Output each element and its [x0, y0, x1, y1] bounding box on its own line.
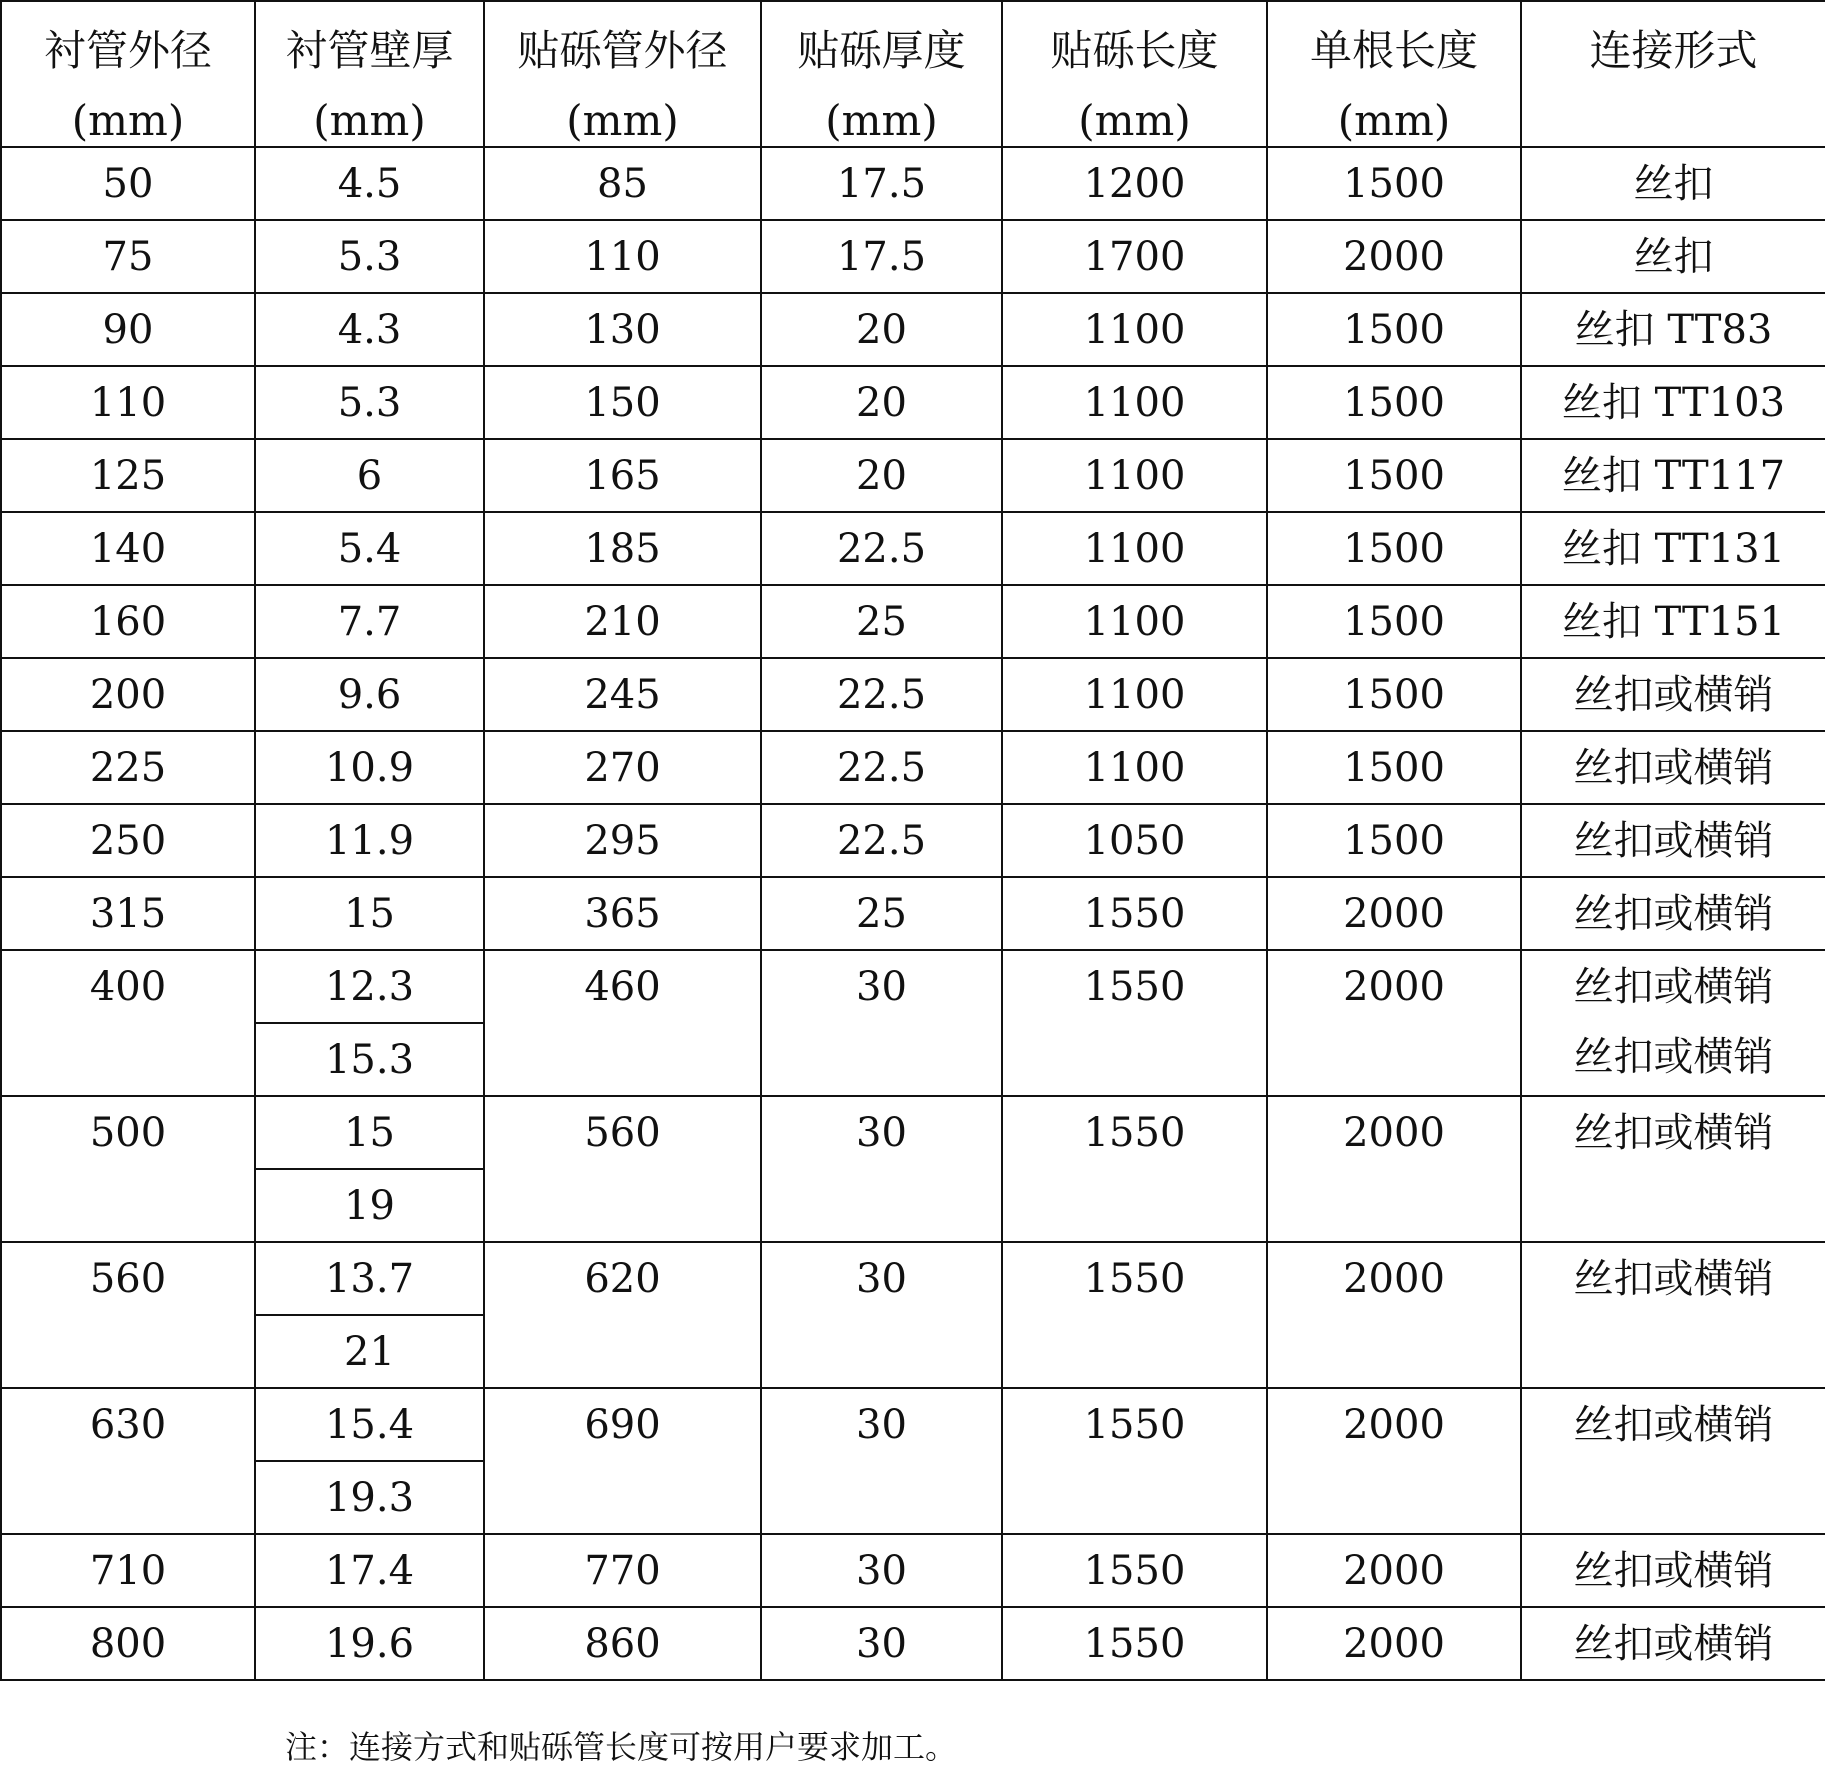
- cell-connection-type: [1521, 950, 1825, 1096]
- cell-gravel-thickness: 22.5: [761, 658, 1002, 731]
- cell-single-length: 1500: [1267, 439, 1521, 512]
- table-row: [1, 585, 1825, 658]
- connection-type-text: 丝扣: [1633, 233, 1714, 280]
- column-header-unit: (mm): [1337, 96, 1451, 145]
- cell-gravel-pipe-od: 85: [484, 147, 761, 220]
- connection-type-text: 丝扣或横销: [1573, 817, 1774, 864]
- cell-gravel-length: 1550: [1002, 1242, 1267, 1388]
- cell-liner-od: 315: [1, 877, 255, 950]
- cell-gravel-thickness: 30: [761, 1534, 1002, 1607]
- cell-gravel-thickness: 20: [761, 439, 1002, 512]
- cell-liner-od: 500: [1, 1096, 255, 1242]
- cell-gravel-length: 1100: [1002, 512, 1267, 585]
- cell-liner-wall: 10.9: [255, 731, 484, 804]
- cell-connection-type: [1521, 585, 1825, 658]
- column-header-gravel-length: [1002, 1, 1267, 147]
- cell-gravel-thickness: 22.5: [761, 804, 1002, 877]
- cell-single-length: 2000: [1267, 1388, 1521, 1534]
- table-header: [1, 1, 1825, 147]
- cell-gravel-pipe-od: 860: [484, 1607, 761, 1680]
- cell-connection-type: [1521, 1242, 1825, 1388]
- cell-connection-type: [1521, 1388, 1825, 1534]
- cell-gravel-length: 1050: [1002, 804, 1267, 877]
- cell-liner-wall: 19: [255, 1169, 484, 1242]
- column-header-title: 连接形式: [1589, 26, 1758, 75]
- cell-liner-wall: 19.6: [255, 1607, 484, 1680]
- connection-type-text: 丝扣或横销: [1573, 1110, 1774, 1156]
- cell-gravel-thickness: 22.5: [761, 731, 1002, 804]
- column-header-liner-od: [1, 1, 255, 147]
- cell-liner-wall: 4.3: [255, 293, 484, 366]
- cell-liner-wall: 4.5: [255, 147, 484, 220]
- cell-gravel-thickness: 30: [761, 1096, 1002, 1242]
- column-header-unit: (mm): [313, 96, 426, 145]
- cell-liner-od: 110: [1, 366, 255, 439]
- cell-liner-wall: 9.6: [255, 658, 484, 731]
- connection-type-text: 丝扣或横销: [1573, 1402, 1774, 1448]
- cell-liner-od: 125: [1, 439, 255, 512]
- cell-gravel-length: 1550: [1002, 950, 1267, 1096]
- column-header-connection-type: [1521, 1, 1825, 147]
- connection-type-text: 丝扣 TT151: [1561, 598, 1786, 645]
- cell-gravel-length: 1100: [1002, 293, 1267, 366]
- cell-connection-type: [1521, 804, 1825, 877]
- cell-gravel-pipe-od: 210: [484, 585, 761, 658]
- cell-connection-type: [1521, 1534, 1825, 1607]
- connection-type-text: 丝扣或横销: [1573, 1620, 1774, 1667]
- connection-type-text: 丝扣或横销: [1573, 1034, 1774, 1080]
- table-row: [1, 366, 1825, 439]
- cell-gravel-pipe-od: 245: [484, 658, 761, 731]
- column-header-unit: (mm): [566, 96, 679, 145]
- connection-type-text: 丝扣 TT131: [1561, 525, 1786, 572]
- cell-gravel-length: 1100: [1002, 731, 1267, 804]
- cell-single-length: 2000: [1267, 1534, 1521, 1607]
- cell-gravel-thickness: 25: [761, 585, 1002, 658]
- cell-single-length: 1500: [1267, 293, 1521, 366]
- cell-gravel-thickness: 30: [761, 950, 1002, 1096]
- cell-liner-od: 90: [1, 293, 255, 366]
- table-row: [1, 731, 1825, 804]
- cell-gravel-pipe-od: 185: [484, 512, 761, 585]
- connection-type-text: 丝扣 TT117: [1561, 452, 1786, 499]
- cell-connection-type: [1521, 877, 1825, 950]
- cell-gravel-length: 1700: [1002, 220, 1267, 293]
- table-row: [1, 1534, 1825, 1607]
- cell-liner-wall: 5.4: [255, 512, 484, 585]
- cell-liner-od: 75: [1, 220, 255, 293]
- cell-single-length: 1500: [1267, 731, 1521, 804]
- column-header-title: 贴砾长度: [1050, 26, 1219, 75]
- cell-liner-od: 200: [1, 658, 255, 731]
- connection-type-text: 丝扣或横销: [1573, 964, 1774, 1010]
- cell-liner-wall: 17.4: [255, 1534, 484, 1607]
- cell-gravel-thickness: 20: [761, 366, 1002, 439]
- cell-connection-type: [1521, 147, 1825, 220]
- cell-liner-od: 400: [1, 950, 255, 1096]
- table-body: [1, 147, 1825, 1680]
- cell-liner-od: 50: [1, 147, 255, 220]
- cell-gravel-pipe-od: 770: [484, 1534, 761, 1607]
- column-header-unit: (mm): [71, 96, 185, 145]
- cell-single-length: 1500: [1267, 147, 1521, 220]
- cell-single-length: 1500: [1267, 658, 1521, 731]
- cell-gravel-pipe-od: 560: [484, 1096, 761, 1242]
- table-row: [1, 220, 1825, 293]
- cell-liner-od: 800: [1, 1607, 255, 1680]
- cell-liner-od: 140: [1, 512, 255, 585]
- column-header-unit: (mm): [1078, 96, 1191, 145]
- cell-liner-wall: 11.9: [255, 804, 484, 877]
- cell-connection-type: [1521, 293, 1825, 366]
- cell-gravel-length: 1550: [1002, 1534, 1267, 1607]
- connection-type-text: 丝扣: [1633, 160, 1714, 207]
- cell-single-length: 1500: [1267, 366, 1521, 439]
- cell-single-length: 2000: [1267, 950, 1521, 1096]
- cell-liner-od: 160: [1, 585, 255, 658]
- connection-type-text: 丝扣 TT103: [1561, 379, 1786, 426]
- cell-gravel-pipe-od: 110: [484, 220, 761, 293]
- connection-type-text: 丝扣或横销: [1573, 671, 1774, 718]
- cell-liner-wall: 6: [255, 439, 484, 512]
- cell-gravel-length: 1200: [1002, 147, 1267, 220]
- cell-liner-wall: 5.3: [255, 366, 484, 439]
- cell-single-length: 2000: [1267, 1242, 1521, 1388]
- connection-type-text: 丝扣或横销: [1573, 1256, 1774, 1302]
- cell-liner-wall: 15: [255, 1096, 484, 1169]
- cell-gravel-thickness: 25: [761, 877, 1002, 950]
- cell-liner-od: 225: [1, 731, 255, 804]
- cell-single-length: 1500: [1267, 585, 1521, 658]
- cell-gravel-thickness: 30: [761, 1607, 1002, 1680]
- table-row: [1, 293, 1825, 366]
- table-row: [1, 1388, 1825, 1461]
- cell-liner-od: 630: [1, 1388, 255, 1534]
- cell-gravel-pipe-od: 460: [484, 950, 761, 1096]
- cell-single-length: 2000: [1267, 877, 1521, 950]
- cell-gravel-thickness: 20: [761, 293, 1002, 366]
- cell-gravel-thickness: 30: [761, 1242, 1002, 1388]
- table-row: [1, 1096, 1825, 1169]
- cell-liner-wall: 19.3: [255, 1461, 484, 1534]
- cell-gravel-length: 1100: [1002, 585, 1267, 658]
- cell-gravel-length: 1550: [1002, 1096, 1267, 1242]
- table-row: [1, 658, 1825, 731]
- cell-gravel-pipe-od: 295: [484, 804, 761, 877]
- cell-connection-type: [1521, 512, 1825, 585]
- cell-single-length: 1500: [1267, 512, 1521, 585]
- cell-gravel-pipe-od: 165: [484, 439, 761, 512]
- column-header-title: 衬管外径: [43, 26, 212, 75]
- cell-gravel-pipe-od: 620: [484, 1242, 761, 1388]
- cell-gravel-pipe-od: 150: [484, 366, 761, 439]
- header-row: [1, 1, 1825, 147]
- table-row: [1, 147, 1825, 220]
- column-header-liner-wall: [255, 1, 484, 147]
- cell-liner-od: 710: [1, 1534, 255, 1607]
- cell-liner-wall: 5.3: [255, 220, 484, 293]
- connection-type-text: 丝扣 TT83: [1574, 306, 1773, 353]
- cell-single-length: 2000: [1267, 220, 1521, 293]
- table-row: [1, 512, 1825, 585]
- cell-liner-od: 250: [1, 804, 255, 877]
- cell-liner-wall: 21: [255, 1315, 484, 1388]
- cell-gravel-length: 1550: [1002, 1607, 1267, 1680]
- cell-gravel-thickness: 30: [761, 1388, 1002, 1534]
- cell-connection-type: [1521, 366, 1825, 439]
- cell-liner-wall: 15: [255, 877, 484, 950]
- cell-gravel-length: 1100: [1002, 439, 1267, 512]
- table-row: [1, 1607, 1825, 1680]
- footnote: 注：连接方式和贴砾管长度可按用户要求加工。: [285, 1728, 958, 1766]
- cell-connection-type: [1521, 439, 1825, 512]
- cell-single-length: 2000: [1267, 1096, 1521, 1242]
- cell-liner-wall: 15.3: [255, 1023, 484, 1096]
- cell-gravel-pipe-od: 365: [484, 877, 761, 950]
- cell-single-length: 1500: [1267, 804, 1521, 877]
- cell-connection-type: [1521, 731, 1825, 804]
- column-header-unit: (mm): [825, 96, 938, 145]
- cell-connection-type: [1521, 1607, 1825, 1680]
- cell-liner-wall: 12.3: [255, 950, 484, 1023]
- cell-connection-type: [1521, 220, 1825, 293]
- column-header-single-length: [1267, 1, 1521, 147]
- table-row: [1, 1242, 1825, 1315]
- cell-gravel-thickness: 22.5: [761, 512, 1002, 585]
- cell-gravel-length: 1100: [1002, 366, 1267, 439]
- cell-liner-wall: 13.7: [255, 1242, 484, 1315]
- cell-gravel-pipe-od: 270: [484, 731, 761, 804]
- cell-gravel-pipe-od: 130: [484, 293, 761, 366]
- column-header-gravel-pipe-od: [484, 1, 761, 147]
- column-header-title: 贴砾厚度: [797, 26, 966, 75]
- connection-type-text: 丝扣或横销: [1573, 744, 1774, 791]
- table-row: [1, 877, 1825, 950]
- cell-gravel-length: 1100: [1002, 658, 1267, 731]
- column-header-title: 衬管壁厚: [285, 26, 454, 75]
- table-row: [1, 804, 1825, 877]
- cell-gravel-pipe-od: 690: [484, 1388, 761, 1534]
- table-row: [1, 439, 1825, 512]
- cell-single-length: 2000: [1267, 1607, 1521, 1680]
- cell-connection-type: [1521, 658, 1825, 731]
- cell-gravel-length: 1550: [1002, 1388, 1267, 1534]
- cell-liner-wall: 15.4: [255, 1388, 484, 1461]
- column-header-gravel-thickness: [761, 1, 1002, 147]
- connection-type-text: 丝扣或横销: [1573, 890, 1774, 937]
- cell-connection-type: [1521, 1096, 1825, 1242]
- cell-gravel-thickness: 17.5: [761, 220, 1002, 293]
- table-row: [1, 950, 1825, 1023]
- column-header-title: 单根长度: [1309, 26, 1478, 75]
- connection-type-text: 丝扣或横销: [1573, 1547, 1774, 1594]
- cell-liner-wall: 7.7: [255, 585, 484, 658]
- cell-gravel-length: 1550: [1002, 877, 1267, 950]
- cell-gravel-thickness: 17.5: [761, 147, 1002, 220]
- cell-liner-od: 560: [1, 1242, 255, 1388]
- column-header-title: 贴砾管外径: [517, 26, 728, 75]
